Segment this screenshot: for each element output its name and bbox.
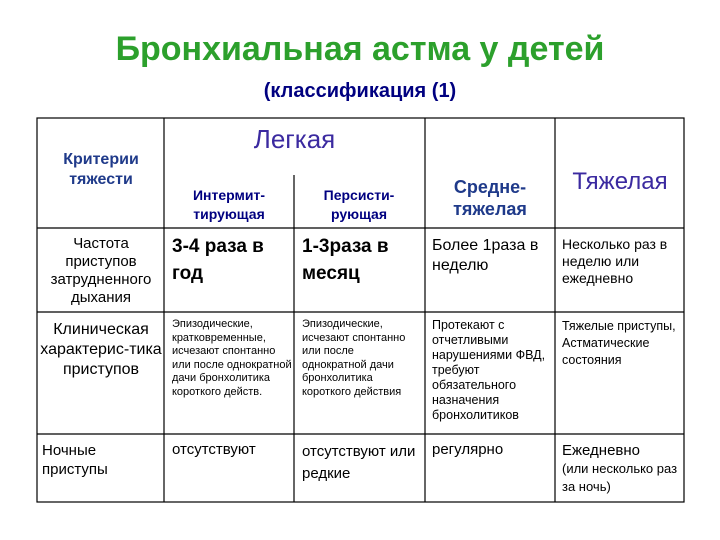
cell-night-intermittent: отсутствуют: [172, 441, 256, 458]
cell-frequency-persistent: 1-3раза в месяц: [302, 236, 389, 284]
cell-night-severe-note: (или несколько раз за ночь): [562, 461, 678, 494]
cell-clinical-moderate: Протекают с отчетливыми нарушениями ФВД, требуют обязательного назначения бронхолитиков: [432, 318, 546, 422]
cell-night-severe-main: Ежедневно: [562, 442, 641, 459]
cell-clinical-persistent: Эпизодические, исчезают спонтанно или после однократной дачи бронхолитика короткого действия: [302, 318, 406, 398]
header-intermittent: Интермит-тирующая: [192, 187, 265, 222]
cell-clinical-severe: Тяжелые приступы, Астматические состояния: [562, 319, 676, 367]
cell-frequency-intermittent: 3-4 раза в год: [172, 236, 264, 284]
row-label-clinical: Клиническая характерис-тика приступов: [40, 321, 162, 378]
page-subtitle: (классификация (1): [263, 80, 457, 102]
cell-clinical-intermittent: Эпизодические, кратковременные, исчезают спонтанно или после однократной дачи бронхолитика короткого действ.: [172, 318, 292, 398]
cell-frequency-moderate: Более 1раза в неделю: [432, 237, 539, 274]
row-label-night: Ночные приступы: [42, 442, 108, 478]
header-persistent: Персисти-рующая: [323, 187, 395, 222]
header-severe: Тяжелая: [572, 168, 668, 195]
cell-night-persistent: отсутствуют или редкие: [302, 443, 416, 482]
header-moderate: Средне-тяжелая: [453, 177, 527, 219]
page-title: Бронхиальная астма у детей: [115, 30, 605, 68]
header-criteria: Критерии тяжести: [63, 151, 139, 188]
cell-frequency-severe: Несколько раз в неделю или ежедневно: [562, 236, 668, 286]
cell-night-moderate: регулярно: [432, 441, 504, 458]
row-label-frequency: Частота приступов затрудненного дыхания: [50, 235, 152, 306]
header-mild: Легкая: [253, 124, 336, 154]
cell-night-severe: [562, 441, 680, 496]
